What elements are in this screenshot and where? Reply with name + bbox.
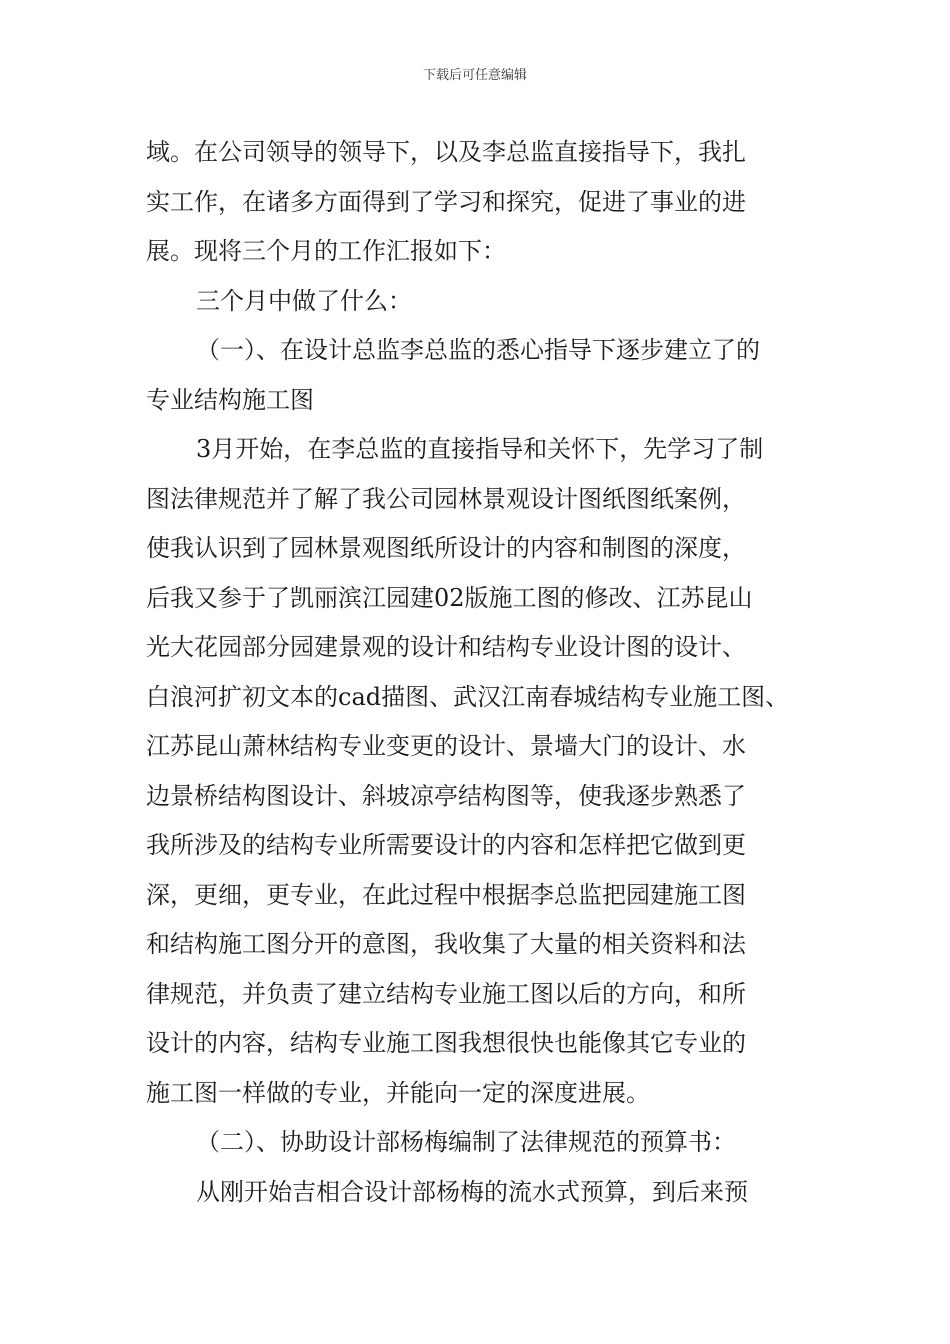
text-line: 实工作，在诸多方面得到了学习和探究，促进了事业的进 bbox=[146, 187, 746, 216]
text-line: 光大花园部分园建景观的设计和结构专业设计图的设计、 bbox=[146, 633, 746, 661]
text-line: 江苏昆山萧林结构专业变更的设计、景墙大门的设计、水 bbox=[146, 732, 746, 760]
paragraph-start: 从刚开始吉相合设计部杨梅的流水式预算，到后来预 bbox=[196, 1177, 748, 1206]
text-line: 我所涉及的结构专业所需要设计的内容和怎样把它做到更 bbox=[146, 831, 746, 859]
text-line: 展。现将三个月的工作汇报如下： bbox=[146, 237, 506, 265]
text-line: 白浪河扩初文本的cad描图、武汉江南春城结构专业施工图、 bbox=[146, 682, 790, 711]
section-heading: （一）、在设计总监李总监的悉心指导下逐步建立了的 bbox=[196, 336, 760, 364]
text-line: 图法律规范并了解了我公司园林景观设计图纸图纸案例， bbox=[146, 484, 746, 513]
section-heading: 三个月中做了什么： bbox=[196, 286, 412, 315]
text-line: 设计的内容，结构专业施工图我想很快也能像其它专业的 bbox=[146, 1029, 746, 1057]
text-line: 边景桥结构图设计、斜坡凉亭结构图等，使我逐步熟悉了 bbox=[146, 781, 746, 810]
text-line: 域。在公司领导的领导下，以及李总监直接指导下，我扎 bbox=[146, 138, 746, 166]
text-line: 和结构施工图分开的意图，我收集了大量的相关资料和法 bbox=[146, 930, 746, 958]
text-line: 律规范，并负责了建立结构专业施工图以后的方向，和所 bbox=[146, 979, 746, 1008]
page-header: 下载后可任意编辑 bbox=[422, 68, 527, 83]
text-line: 专业结构施工图 bbox=[146, 385, 314, 414]
text-line: 施工图一样做的专业，并能向一定的深度进展。 bbox=[146, 1078, 650, 1107]
section-heading: （二）、协助设计部杨梅编制了法律规范的预算书： bbox=[196, 1128, 736, 1156]
document-body bbox=[146, 128, 826, 1217]
text-line: 后我又参于了凯丽滨江园建02版施工图的修改、江苏昆山 bbox=[146, 583, 753, 612]
text-line: 深，更细，更专业，在此过程中根据李总监把园建施工图 bbox=[146, 880, 746, 909]
paragraph-start: 3月开始，在李总监的直接指导和关怀下，先学习了制 bbox=[196, 435, 764, 463]
text-line: 使我认识到了园林景观图纸所设计的内容和制图的深度， bbox=[146, 534, 746, 562]
